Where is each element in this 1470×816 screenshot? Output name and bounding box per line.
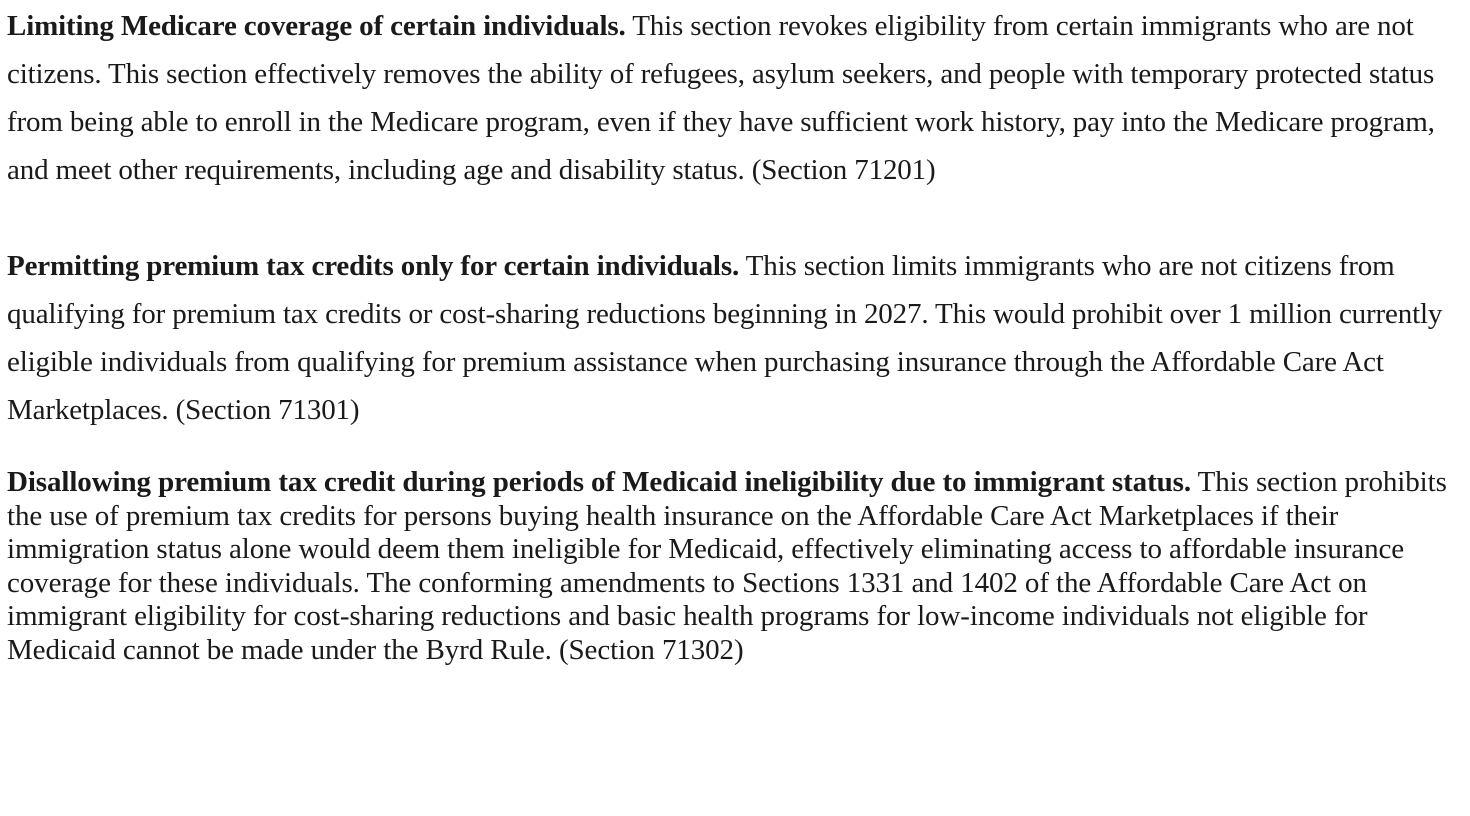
section-paragraph-medicare-coverage (7, 2, 1463, 194)
section-text: This section prohibits the use of premium tax credits for persons buying health insurance on the Affordable Care Act Marketplaces if their immigration status alone would deem them ineligible for Medicaid, effectively eliminating access to affordable insurance coverage for these individuals. The conforming amendments to Sections 1331 and 1402 of the Affordable Care Act on immigrant eligibility for cost-sharing reductions and basic health programs for low-income individuals not eligible for Medicaid cannot be made under the Byrd Rule. (Section 71302) (7, 466, 1447, 666)
section-text: This section revokes eligibility from certain immigrants who are not citizens. This section effectively removes the ability of refugees, asylum seekers, and people with temporary protected status from being able to enroll in the Medicare program, even if they have sufficient work history, pay into the Medicare program, and meet other requirements, including age and disability status. (Section 71201) (7, 10, 1435, 186)
section-heading: Limiting Medicare coverage of certain individuals. (7, 10, 626, 42)
section-paragraph-medicaid-ineligibility (7, 466, 1463, 668)
section-heading: Permitting premium tax credits only for certain individuals. (7, 250, 740, 282)
section-heading: Disallowing premium tax credit during periods of Medicaid ineligibility due to immigrant status. (7, 466, 1191, 498)
section-text: This section limits immigrants who are not citizens from qualifying for premium tax credits or cost-sharing reductions beginning in 2027. This would prohibit over 1 million currently eligible individuals from qualifying for premium assistance when purchasing insurance through the Affordable Care Act Marketplaces. (Section 71301) (7, 250, 1443, 426)
document-body (7, 2, 1463, 668)
section-paragraph-premium-tax-credits (7, 242, 1463, 434)
